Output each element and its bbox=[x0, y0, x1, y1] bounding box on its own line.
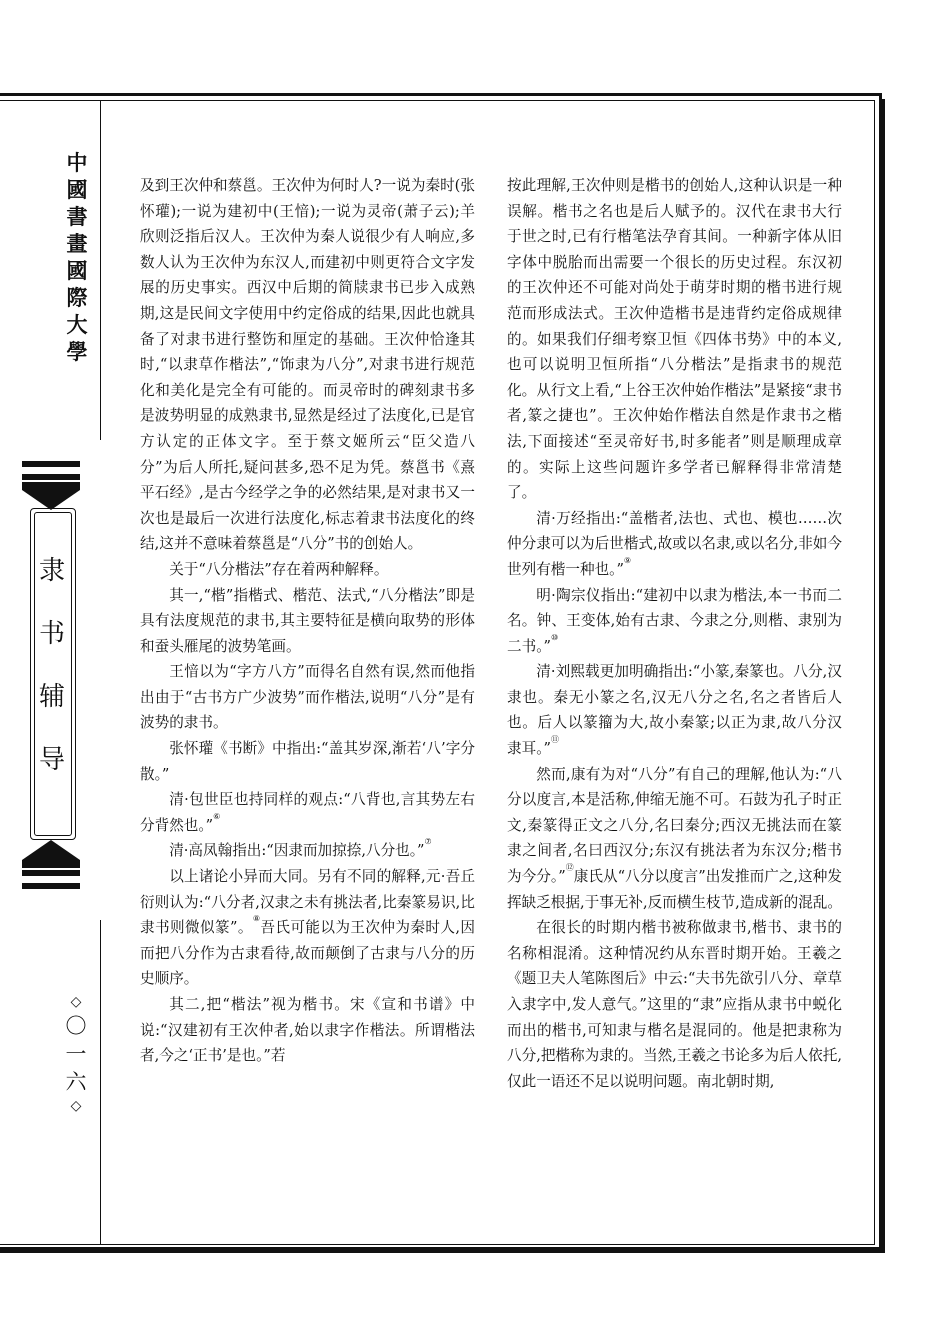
paragraph-text: 按此理解,王次仲则是楷书的创始人,这种认识是一种误解。楷书之名也是后人赋予的。汉代在隶书大行于世之时,已有行楷笔法孕育其间。一种新字体从旧字体中脱胎而出需要一个很长的历史过程。东汉初的王次仲还不可能对尚处于萌芽时期的楷书进行规范而形成法式。王次仲造楷书是违背约定俗成规律的。如果我们仔细考察卫恒《四体书势》中的本义,也可以说明卫恒所指“八分楷法”是指隶书的规范化。从行文上看,“上谷王次仲始作楷法”是紧接“隶书者,篆之捷也”。王次仲始作楷法自然是作隶书之楷法,下面接述“至灵帝好书,时多能者”则是顺理成章的。实际上这些问题许多学者已解释得非常清楚了。 bbox=[507, 177, 842, 502]
paragraph-text: 康氏从“八分以度言”出发推而广之,这种发挥缺乏根据,于事无补,反而横生枝节,造成新的混乱。 bbox=[507, 868, 843, 911]
paragraph-text: 以上诸论小异而大同。另有不同的解释,元·吾丘衍则认为:“八分者,汉隶之未有挑法者,比秦篆易识,比隶书则微似篆”。 bbox=[140, 868, 475, 937]
series-title-char: 大 bbox=[66, 313, 88, 337]
footnote-marker: ⑧ bbox=[252, 914, 261, 924]
paragraph bbox=[140, 659, 475, 736]
section-label-char: 书 bbox=[38, 619, 65, 649]
section-label-char: 导 bbox=[38, 745, 65, 775]
footnote-marker: ⑫ bbox=[565, 863, 574, 873]
paragraph-text: 及到王次仲和蔡邕。王次仲为何时人?一说为秦时(张怀瓘);一说为建初中(王愔);一说为灵帝(萧子云);羊欣则泛指后汉人。王次仲为秦人说很少有人响应,多数人认为王次仲为东汉人,而建初中则更符合文字发展的历史事实。西汉中后期的简牍隶书已步入成熟期,这是民间文字使用中约定俗成的结果,因此也就具备了对隶书进行整饬和厘定的基础。王次仲恰逢其时,“以隶草作楷法”,“饰隶为八分”,对隶书进行规范化和美化是完全有可能的。而灵帝时的碑刻隶书多是波势明显的成熟隶书,显然是经过了法度化,已是官方认定的正体文字。至于蔡文姬所云“臣父造八分”为后人所托,疑问甚多,恐不足为凭。蔡邕书《熹平石经》,是古今经学之争的必然结果,是对隶书又一次也是最后一次进行法度化,标志着隶书法度化的终结,这并不意味着蔡邕是“八分”书的创始人。 bbox=[140, 177, 475, 553]
ornament-bar bbox=[22, 474, 80, 480]
left-text-column bbox=[140, 173, 475, 1069]
series-title bbox=[60, 150, 94, 366]
diamond-icon: ◇ bbox=[70, 1098, 82, 1114]
footnote-marker: ⑪ bbox=[550, 735, 559, 745]
paragraph bbox=[140, 864, 475, 992]
ornament-bar bbox=[22, 883, 80, 889]
paragraph bbox=[507, 173, 842, 506]
paragraph-text: 吾氏可能以为王次仲为秦时人,因而把八分作为古隶看待,故而颠倒了古隶与八分的历史顺序。 bbox=[140, 919, 476, 988]
footnote-marker: ⑨ bbox=[623, 555, 632, 565]
paragraph bbox=[140, 838, 475, 864]
paragraph-text: 其二,把“楷法”视为楷书。宋《宣和书谱》中说:“汉建初有王次仲者,始以隶字作楷法。所谓楷法者,今之‘正书’是也。”若 bbox=[140, 996, 475, 1065]
paragraph bbox=[140, 557, 475, 583]
paragraph-text: 在很长的时期内楷书被称做隶书,楷书、隶书的名称相混淆。这种情况约从东晋时期开始。王羲之《题卫夫人笔陈图后》中云:“夫书先欲引八分、章草入隶字中,发人意气。”这里的“隶”应指从隶书中蜕化而出的楷书,可知隶与楷名是混同的。他是把隶称为八分,把楷称为隶的。当然,王羲之书论多为后人依托,仅此一语还不足以说明问题。南北朝时期, bbox=[507, 919, 842, 1090]
paragraph-text: 清·万经指出:“盖楷者,法也、式也、模也……次仲分隶可以为后世楷式,故或以名隶,或以名分,非如今世列有楷一种也。” bbox=[507, 509, 842, 578]
paragraph bbox=[507, 762, 842, 916]
paragraph-text: 清·刘熙载更加明确指出:“小篆,秦篆也。八分,汉隶也。秦无小篆之名,汉无八分之名,名之者皆后人也。后人以篆籀为大,故小秦篆;以正为隶,故八分汉隶耳。” bbox=[507, 663, 842, 758]
paragraph-text: 清·高凤翰指出:“因隶而加掠捺,八分也。” bbox=[169, 842, 425, 860]
paragraph bbox=[507, 915, 842, 1094]
series-title-char: 畫 bbox=[66, 232, 88, 256]
paragraph bbox=[507, 506, 842, 583]
paragraph bbox=[140, 583, 475, 660]
section-label-char: 辅 bbox=[38, 682, 65, 712]
paragraph bbox=[140, 992, 475, 1069]
diamond-icon: ◇ bbox=[70, 994, 82, 1010]
footnote-marker: ⑥ bbox=[213, 811, 221, 821]
series-title-char: 書 bbox=[66, 205, 88, 229]
series-title-char: 中 bbox=[66, 151, 88, 175]
ornament-bar bbox=[22, 870, 80, 876]
page-number-char: 〇 bbox=[65, 1014, 87, 1038]
footnote-marker: ⑦ bbox=[424, 837, 432, 847]
section-label bbox=[30, 540, 74, 792]
spine-rule-bottom bbox=[100, 920, 101, 1245]
paragraph-text: 其一,“楷”指楷式、楷范、法式,“八分楷法”即是具有法度规范的隶书,其主要特征是横向取势的形体和蚕头雁尾的波势笔画。 bbox=[140, 586, 475, 655]
paragraph-text: 张怀瓘《书断》中指出:“盖其岁深,渐若‘八’字分散。” bbox=[140, 740, 475, 783]
paragraph-text: 关于“八分楷法”存在着两种解释。 bbox=[169, 560, 389, 578]
series-title-char: 國 bbox=[66, 178, 88, 202]
footnote-marker: ⑩ bbox=[550, 632, 559, 642]
paragraph bbox=[140, 173, 475, 557]
paragraph bbox=[507, 583, 842, 660]
chevron-ornament-icon bbox=[22, 840, 80, 868]
right-text-column bbox=[507, 173, 842, 1094]
paragraph bbox=[140, 787, 475, 838]
paragraph-text: 王愔以为“字方八方”而得名自然有误,然而他指出由于“古书方广少波势”而作楷法,说明“八分”是有波势的隶书。 bbox=[140, 663, 475, 732]
page-number-char: 六 bbox=[65, 1070, 87, 1094]
page-number-char: 一 bbox=[65, 1042, 87, 1066]
section-label-char: 隶 bbox=[38, 556, 65, 586]
ornament-bar bbox=[22, 461, 80, 467]
paragraph bbox=[507, 659, 842, 761]
series-title-char: 際 bbox=[66, 286, 88, 310]
paragraph-text: 清·包世臣也持同样的观点:“八背也,言其势左右分背然也。” bbox=[140, 791, 475, 834]
page-number bbox=[58, 992, 94, 1116]
spine-rule-top bbox=[100, 100, 101, 440]
series-title-char: 學 bbox=[66, 340, 88, 364]
paragraph bbox=[140, 736, 475, 787]
paragraph-text: 明·陶宗仪指出:“建初中以隶为楷法,本一书而二名。钟、王变体,始有古隶、今隶之分,则楷、隶别为二书。” bbox=[507, 586, 842, 655]
chevron-ornament-icon bbox=[22, 482, 80, 510]
series-title-char: 國 bbox=[66, 259, 88, 283]
paragraph-text: 然而,康有为对“八分”有自己的理解,他认为:“八分以度言,本是活称,伸缩无施不可。石鼓为孔子时正文,秦篆得正文之八分,名曰秦分;西汉无挑法而在篆隶之间者,名曰西汉分;东汉有挑法者为东汉分;楷书为今分。” bbox=[507, 765, 842, 886]
